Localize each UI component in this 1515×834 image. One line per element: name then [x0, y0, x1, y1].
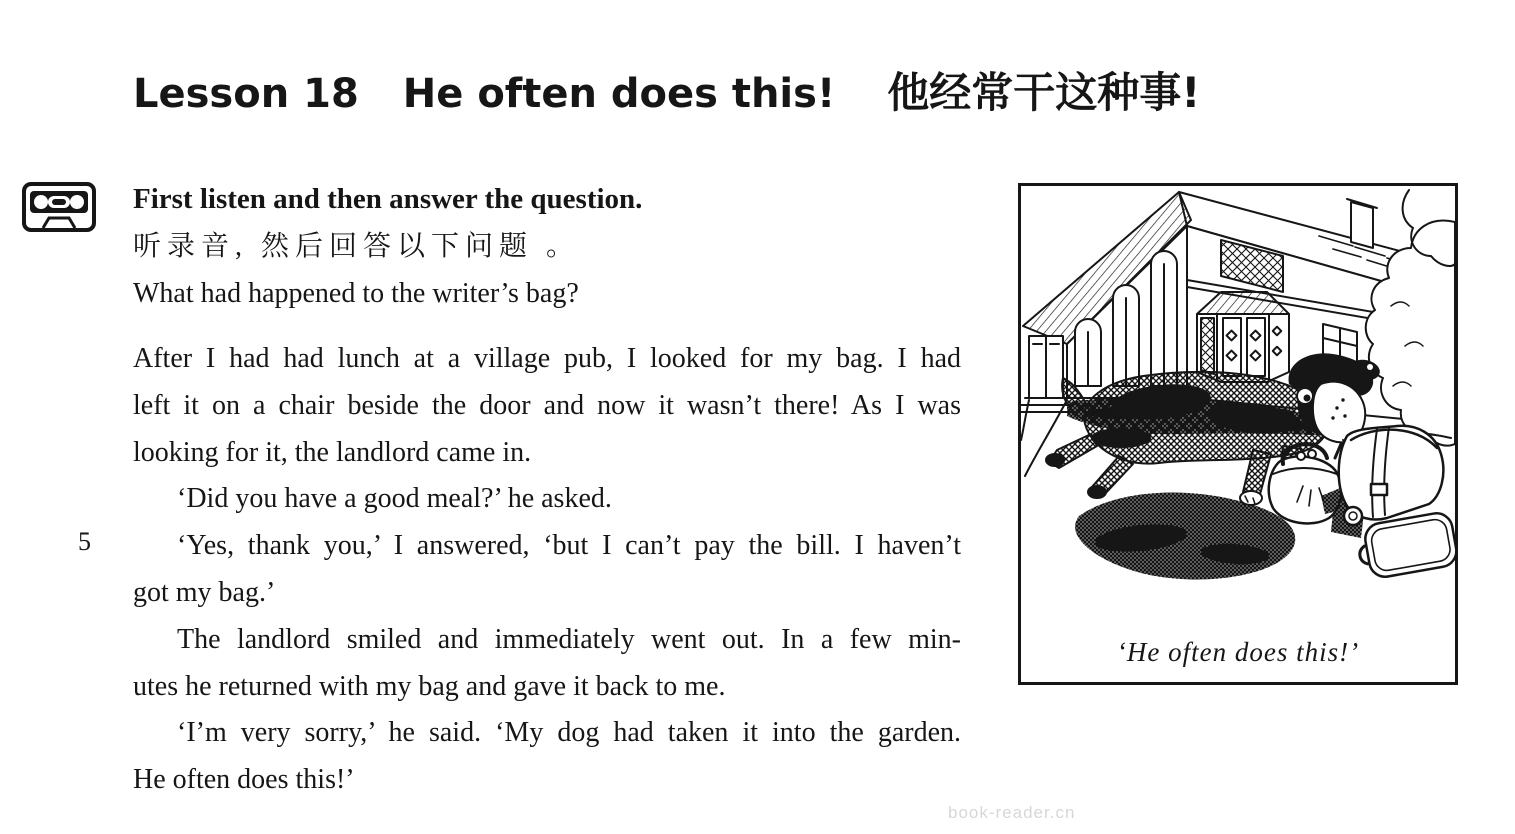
passage-line: ‘Did you have a good meal?’ he asked. [177, 483, 612, 515]
luggage-pile [1321, 426, 1455, 581]
lesson-title-chinese: 他经常干这种事! [887, 68, 1201, 117]
passage-line: He often does this!’ [133, 764, 355, 796]
pub-door [1029, 336, 1063, 398]
suitcase [1355, 511, 1455, 581]
comprehension-question: What had happened to the writer’s bag? [133, 278, 579, 309]
instruction-english: First listen and then answer the question. [133, 183, 643, 215]
page-title [133, 60, 1200, 120]
passage-line: ‘Yes, thank you,’ I answered, ‘but I can’t pay the bill. I haven’t [177, 530, 961, 562]
passage-line: The landlord smiled and immediately went out. In a few min- [177, 623, 961, 655]
buckle [1371, 484, 1387, 495]
arched-window [1151, 251, 1177, 386]
chimney [1347, 199, 1377, 248]
passage-line: ‘I’m very sorry,’ he said. ‘My dog had taken it into the garden. [177, 717, 961, 749]
passage-line: utes he returned with my bag and gave it back to me. [133, 670, 726, 702]
passage-line: After I had had lunch at a village pub, I looked for my bag. I had [133, 343, 961, 374]
lesson-number: Lesson 18 [133, 71, 359, 117]
passage-line: got my bag.’ [133, 576, 276, 608]
lesson-title-english: He often does this! [402, 71, 836, 117]
cassette-tape-icon-svg [22, 182, 96, 232]
arched-window [1075, 319, 1101, 386]
strap-ring [1344, 507, 1362, 525]
illustration-frame [1018, 183, 1458, 685]
watermark: book-reader.cn [948, 803, 1076, 822]
illustration-caption: ‘He often does this!’ [1116, 637, 1360, 667]
passage-line: looking for it, the landlord came in. [133, 436, 532, 468]
arched-window [1113, 285, 1139, 386]
reading-passage [133, 336, 961, 804]
illustration-drawing [1021, 186, 1455, 682]
passage-line: left it on a chair beside the door and now it wasn’t there! As I was [133, 389, 961, 421]
instruction-chinese: 听录音, 然后回答以下问题 。 [133, 231, 581, 262]
margin-line-number: 5 [78, 527, 91, 556]
handbag [1269, 456, 1342, 523]
cassette-tape-icon [22, 182, 96, 232]
listening-instructions [133, 176, 642, 317]
